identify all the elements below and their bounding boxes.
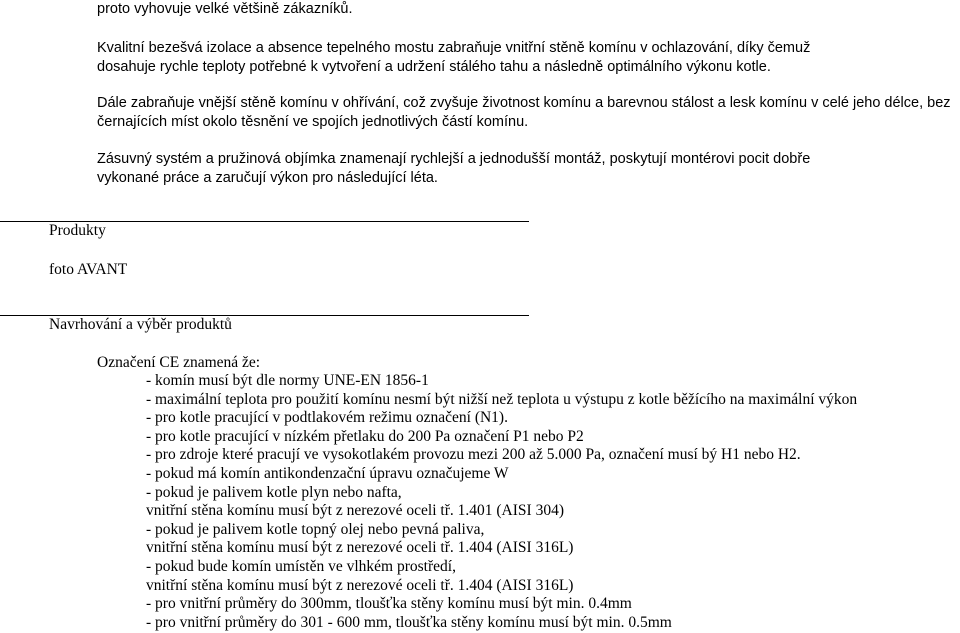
paragraph-line: Dále zabraňuje vnější stěně komínu v ohřívání, což zvyšuje životnost komínu a barevnou stálost a lesk komínu v celé jeho délce, bez [97,95,951,111]
intro-line: proto vyhovuje velké většině zákazníků. [97,1,353,17]
list-item: vnitřní stěna komínu musí být z nerezové oceli tř. 1.404 (AISI 316L) [146,539,574,557]
paragraph-line: vykonané práce a zaručují výkon pro následující léta. [97,170,438,186]
list-item: - pro kotle pracující v podtlakovém režimu označení (N1). [146,409,508,427]
paragraph-outer-wall [97,94,951,132]
paragraph-insulation [97,39,810,77]
paragraph-line: černajících míst okolo těsnění ve spojích jednotlivých částí komínu. [97,114,529,130]
list-item: - pro vnitřní průměry do 300mm, tloušťka stěny komínu musí být min. 0.4mm [146,595,632,613]
list-item: vnitřní stěna komínu musí být z nerezové oceli tř. 1.404 (AISI 316L) [146,576,574,594]
ce-title: Označení CE znamená že: [97,354,261,371]
paragraph-line: dosahuje rychle teploty potřebné k vytvoření a udržení stálého tahu a následně optimálního výkonu kotle. [97,59,771,75]
list-item: vnitřní stěna komínu musí být z nerezové oceli tř. 1.401 (AISI 304) [146,502,564,520]
list-item: - komín musí být dle normy UNE-EN 1856-1 [146,372,429,389]
list-item: - pro zdroje které pracují ve vysokotlakém provozu mezi 200 až 5.000 Pa, označení musí bý H1 nebo H2. [146,446,801,464]
list-item: - pokud bude komín umístěn ve vlhkém prostředí, [146,557,456,575]
photo-label: foto AVANT [49,261,128,278]
paragraph-mounting-system [97,150,810,188]
section-heading-produkty: Produkty [49,222,106,239]
paragraph-line: Zásuvný systém a pružinová objímka znamenají rychlejší a jednodušší montáž, poskytují montérovi pocit dobře [97,151,811,167]
paragraph-line: Kvalitní bezešvá izolace a absence tepelného mostu zabraňuje vnitřní stěně komínu v ochlazování, díky čemuž [97,40,811,56]
ce-requirements-list [146,372,857,632]
list-item: - maximální teplota pro použití komínu nesmí být nižší než teplota u výstupu z kotle běžícího na maximální výkon [146,390,858,408]
list-item: - pokud je palivem kotle plyn nebo nafta, [146,483,402,501]
list-item: - pokud je palivem kotle topný olej nebo pevná paliva, [146,520,485,538]
list-item: - pro kotle pracující v nízkém přetlaku do 200 Pa označení P1 nebo P2 [146,427,584,445]
list-item: - pokud má komín antikondenzační úpravu označujeme W [146,464,509,482]
list-item: - pro vnitřní průměry do 301 - 600 mm, tloušťka stěny komínu musí být min. 0.5mm [146,613,672,631]
section-heading-navrhovani: Navrhování a výběr produktů [49,316,232,333]
